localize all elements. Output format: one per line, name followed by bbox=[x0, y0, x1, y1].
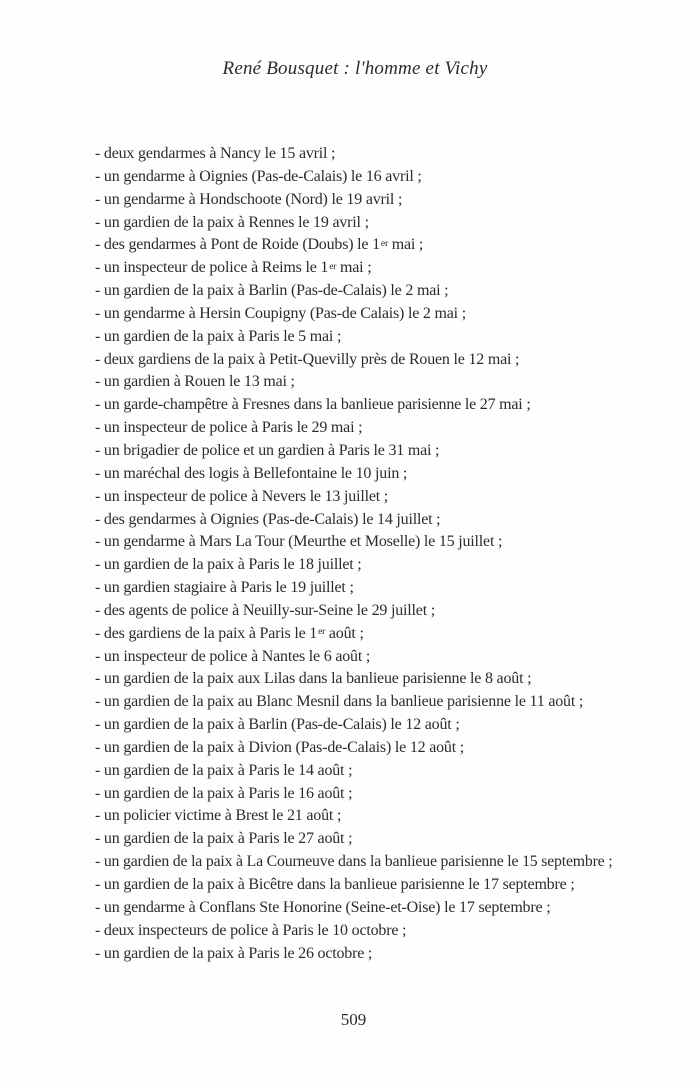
list-line bbox=[95, 577, 612, 600]
list-line bbox=[95, 257, 612, 280]
list-line bbox=[95, 600, 612, 623]
list-line bbox=[95, 646, 612, 669]
list-line-text: - un gardien de la paix à Divion (Pas-de-Calais) le 12 août ; bbox=[95, 738, 465, 756]
list-line bbox=[95, 805, 612, 828]
list-line bbox=[95, 166, 612, 189]
list-line-text: - un gendarme à Hondschoote (Nord) le 19 avril ; bbox=[95, 190, 403, 208]
list-line-text: - un gardien de la paix à Paris le 26 octobre ; bbox=[95, 944, 373, 962]
list-line-text: - un inspecteur de police à Nantes le 6 août ; bbox=[95, 647, 371, 665]
list-line-text: - des gendarmes à Oignies (Pas-de-Calais) le 14 juillet ; bbox=[95, 510, 441, 528]
list-line-text: - un gardien de la paix à Rennes le 19 avril ; bbox=[95, 213, 369, 231]
list-line bbox=[95, 714, 612, 737]
list-line-text: - un gardien de la paix aux Lilas dans la banlieue parisienne le 8 août ; bbox=[95, 670, 532, 688]
list-line-text: - un gardien de la paix à Paris le 14 août ; bbox=[95, 761, 353, 779]
running-header: René Bousquet : l'homme et Vichy bbox=[222, 58, 488, 79]
list-line-text: - un gardien de la paix à Paris le 27 août ; bbox=[95, 830, 353, 848]
list-line bbox=[95, 212, 612, 235]
list-line-text: - un gardien de la paix à Bicêtre dans la banlieue parisienne le 17 septembre ; bbox=[95, 876, 575, 893]
list-line-text: - un gendarme à Mars La Tour (Meurthe et Moselle) le 15 juillet ; bbox=[95, 533, 503, 551]
list-line bbox=[95, 737, 612, 760]
page-number: 509 bbox=[340, 1010, 367, 1029]
list-line bbox=[95, 189, 612, 212]
list-line-text: - des agents de police à Neuilly-sur-Seine le 29 juillet ; bbox=[95, 601, 435, 619]
list-line-text: - un gardien de la paix à Paris le 5 mai ; bbox=[95, 327, 342, 345]
list-line bbox=[95, 394, 612, 417]
list-line bbox=[95, 440, 612, 463]
list-line-text: - un gardien de la paix à Paris le 16 août ; bbox=[95, 784, 353, 802]
list-line-text: - un garde-champêtre à Fresnes dans la banlieue parisienne le 27 mai ; bbox=[95, 396, 531, 414]
list-line bbox=[95, 531, 612, 554]
list-line bbox=[95, 463, 612, 486]
list-line-text: - un gardien de la paix à Barlin (Pas-de-Calais) le 12 août ; bbox=[95, 716, 460, 734]
list-line bbox=[95, 668, 612, 691]
list-line bbox=[95, 783, 612, 806]
list-line-text: - un maréchal des logis à Bellefontaine le 10 juin ; bbox=[95, 464, 408, 482]
list-line bbox=[95, 234, 612, 257]
list-line bbox=[95, 509, 612, 532]
list-line bbox=[95, 349, 612, 372]
list-line bbox=[95, 851, 612, 874]
list-line bbox=[95, 326, 612, 349]
list-line bbox=[95, 303, 612, 326]
casualty-list bbox=[95, 143, 612, 965]
list-line-text: - deux gendarmes à Nancy le 15 avril ; bbox=[95, 145, 336, 162]
list-line bbox=[95, 143, 612, 166]
list-line bbox=[95, 897, 612, 920]
list-line bbox=[95, 371, 612, 394]
list-line-text: - un gardien de la paix à La Courneuve dans la banlieue parisienne le 15 septembre ; bbox=[95, 853, 613, 871]
list-line-text: - des gendarmes à Pont de Roide (Doubs) le 1er mai ; bbox=[95, 236, 424, 254]
list-line bbox=[95, 874, 612, 897]
list-line-text: - deux inspecteurs de police à Paris le 10 octobre ; bbox=[95, 921, 407, 939]
list-line-text: - un gendarme à Conflans Ste Honorine (Seine-et-Oise) le 17 septembre ; bbox=[95, 898, 551, 916]
list-line-text: - un gardien à Rouen le 13 mai ; bbox=[95, 373, 295, 391]
list-line-text: - un inspecteur de police à Nevers le 13 juillet ; bbox=[95, 487, 389, 505]
list-line bbox=[95, 623, 612, 646]
list-line bbox=[95, 920, 612, 943]
list-line bbox=[95, 943, 612, 966]
list-line-text: - des gardiens de la paix à Paris le 1er août ; bbox=[95, 624, 364, 642]
list-line bbox=[95, 417, 612, 440]
list-line-text: - un gardien de la paix à Barlin (Pas-de-Calais) le 2 mai ; bbox=[95, 282, 449, 300]
list-line bbox=[95, 554, 612, 577]
list-line-text: - un gardien stagiaire à Paris le 19 juillet ; bbox=[95, 579, 354, 597]
list-line bbox=[95, 280, 612, 303]
list-line bbox=[95, 828, 612, 851]
list-line-text: - un gardien de la paix à Paris le 18 juillet ; bbox=[95, 556, 362, 574]
list-line-text: - un brigadier de police et un gardien à Paris le 31 mai ; bbox=[95, 441, 440, 459]
list-line-text: - un policier victime à Brest le 21 août ; bbox=[95, 807, 342, 825]
list-line bbox=[95, 760, 612, 783]
list-line-text: - un inspecteur de police à Paris le 29 mai ; bbox=[95, 419, 363, 437]
list-line-text: - un gendarme à Oignies (Pas-de-Calais) le 16 avril ; bbox=[95, 167, 422, 185]
list-line-text: - un gardien de la paix au Blanc Mesnil dans la banlieue parisienne le 11 août ; bbox=[95, 693, 584, 711]
list-line bbox=[95, 691, 612, 714]
list-line bbox=[95, 486, 612, 509]
list-line-text: - un inspecteur de police à Reims le 1er mai ; bbox=[95, 259, 372, 277]
list-line-text: - un gendarme à Hersin Coupigny (Pas-de Calais) le 2 mai ; bbox=[95, 304, 466, 322]
list-line-text: - deux gardiens de la paix à Petit-Quevilly près de Rouen le 12 mai ; bbox=[95, 350, 520, 368]
